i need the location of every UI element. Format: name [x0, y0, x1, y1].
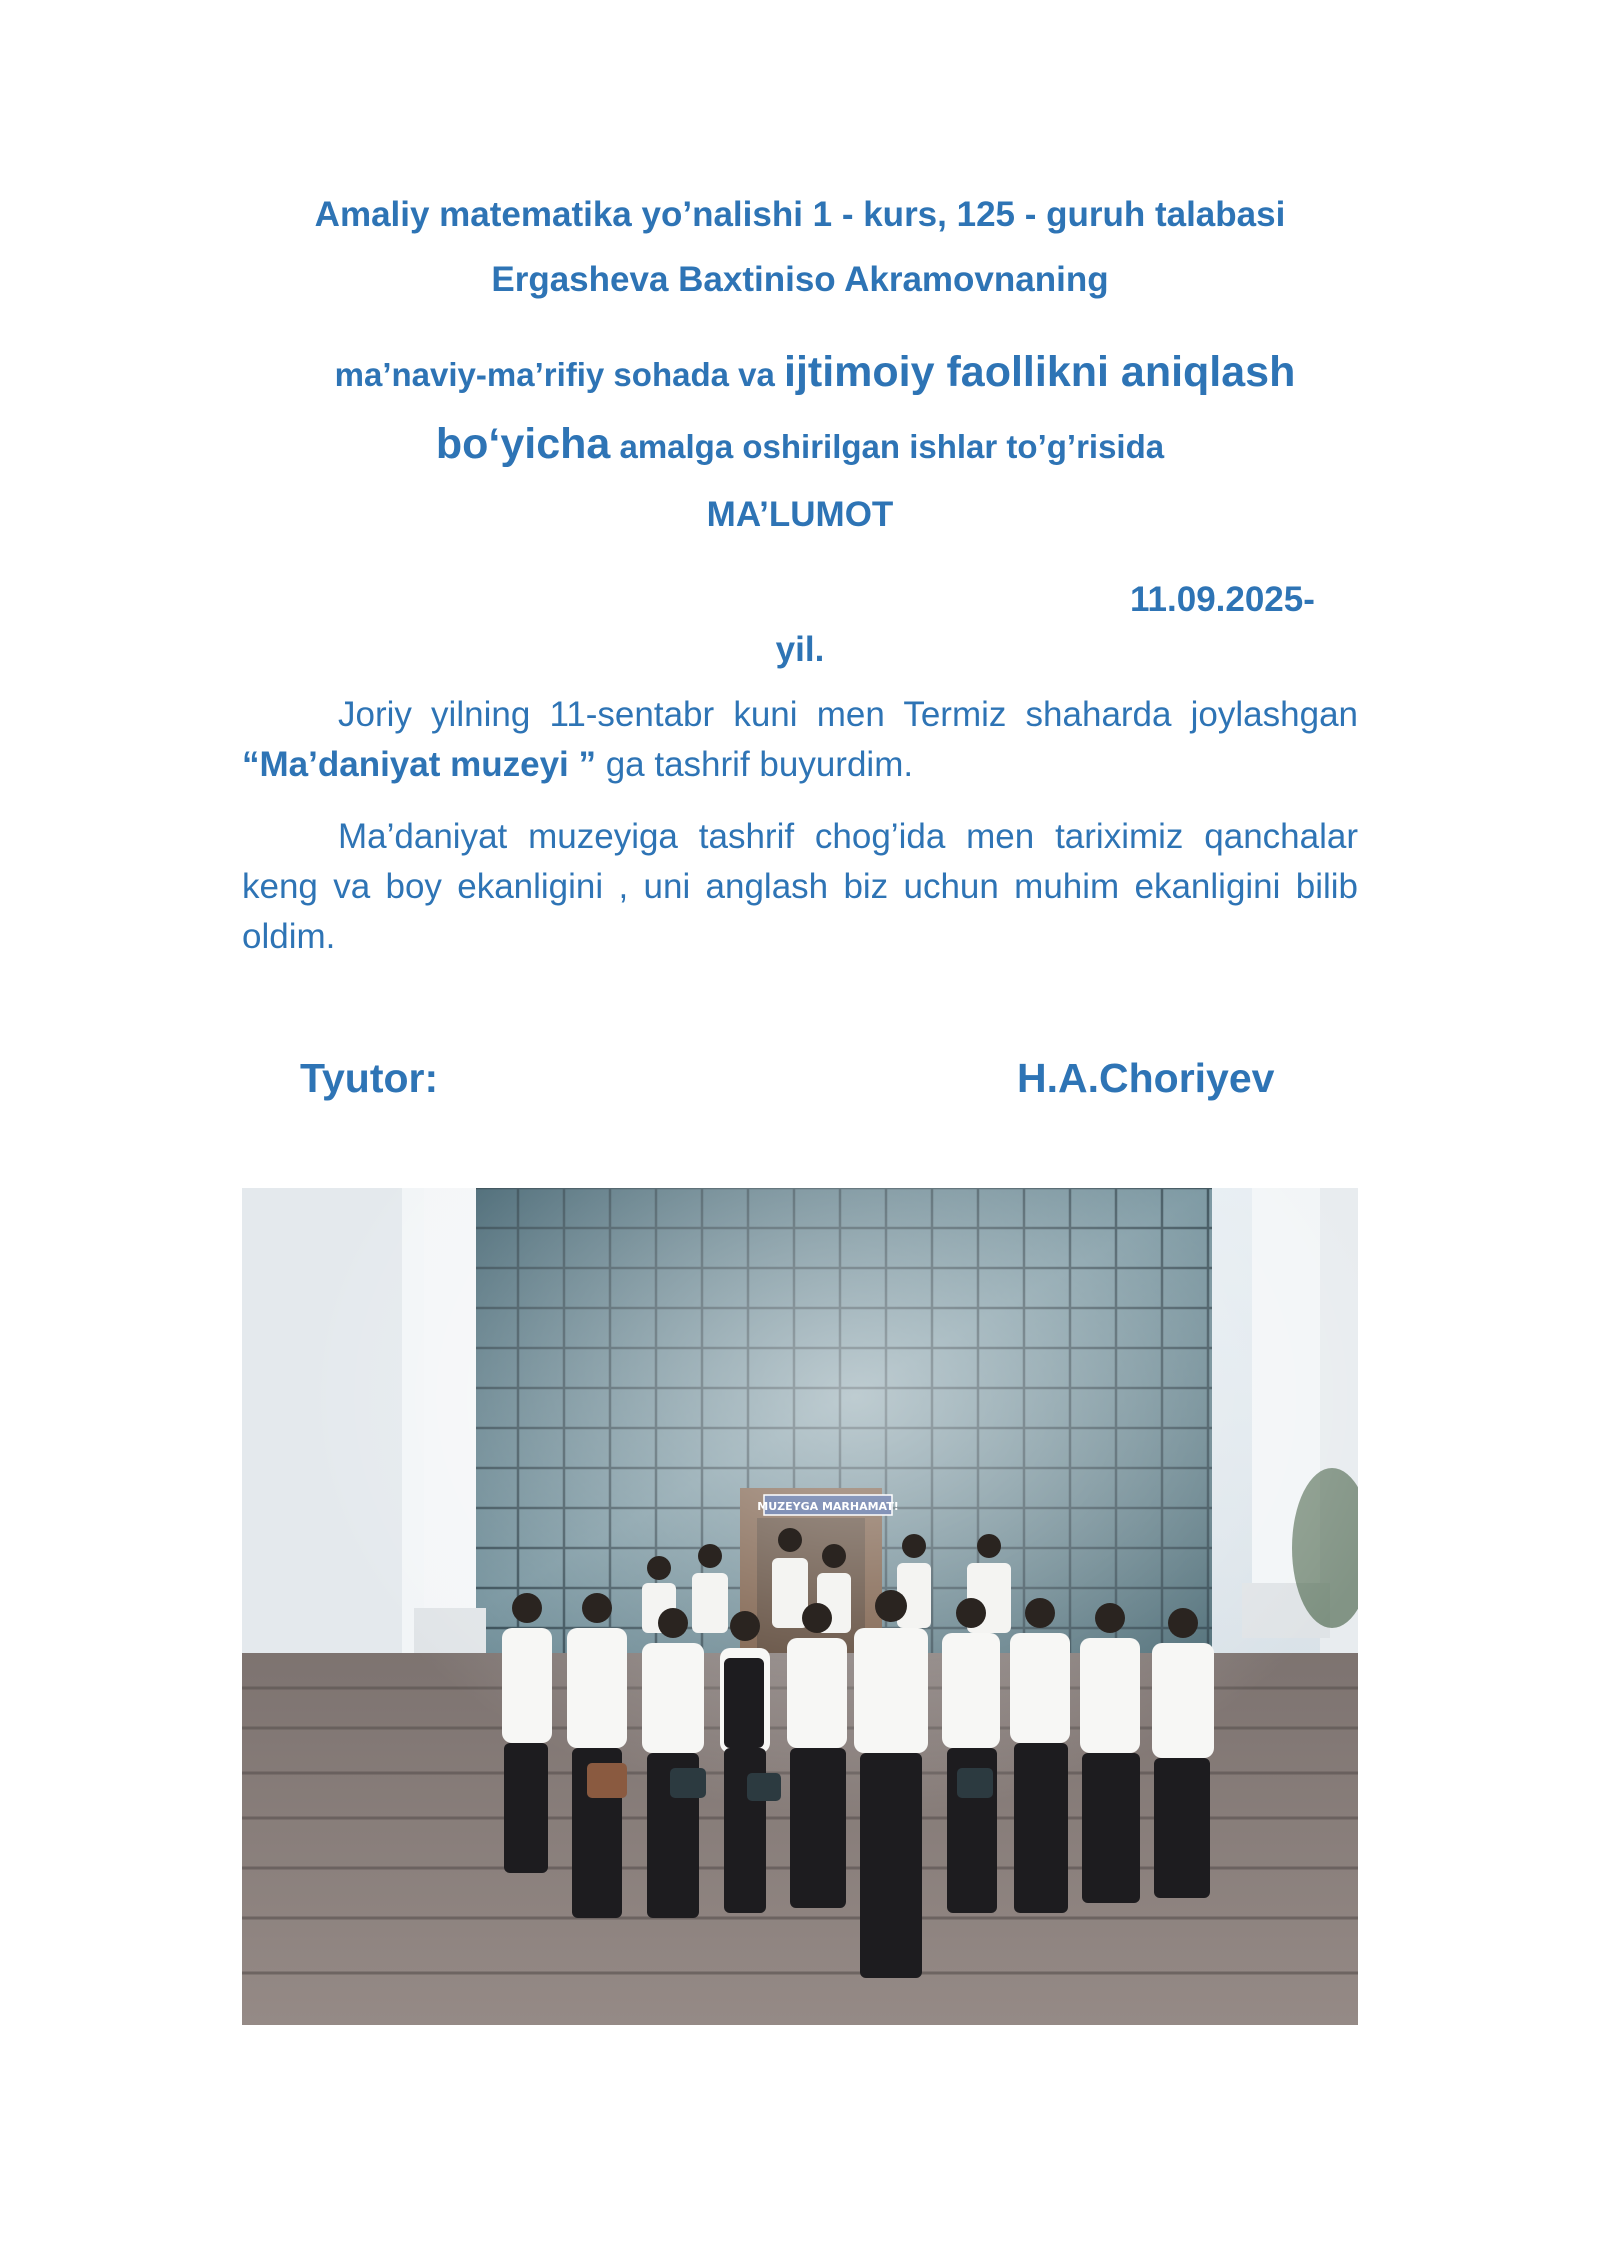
paragraph-1-text-a: Joriy yilning 11-sentabr kuni men Termiz shaharda joylashgan: [338, 695, 1358, 734]
heading-line-2: Ergasheva Baxtiniso Akramovnaning: [491, 260, 1109, 299]
museum-name: “Ma’daniyat muzeyi ”: [242, 745, 596, 784]
heading-line-1: Amaliy matematika yo’nalishi 1 - kurs, 125 - guruh talabasi: [314, 195, 1286, 234]
heading-line-4: [0, 420, 1600, 469]
heading-line-4-big: bo‘yicha: [435, 420, 611, 468]
paragraph-1-text-b: ga tashrif buyurdim.: [595, 745, 914, 784]
paragraph-2: [242, 812, 1358, 962]
paragraph-2-text: Ma’daniyat muzeyiga tashrif chog’ida men tariximiz qanchalar keng va boy ekanligini , uni anglash biz uchun muhim ekanligini bilib oldim.: [242, 817, 1358, 956]
tutor-name: H.A.Choriyev: [1017, 1055, 1275, 1101]
group-photo: [242, 1188, 1358, 2025]
heading-line-3-big: ijtimoiy faollikni aniqlash: [784, 348, 1296, 396]
document-date: 11.09.2025-: [1130, 580, 1315, 619]
paragraph-1: [242, 690, 1358, 790]
heading-line-3: [0, 348, 1600, 397]
document-title: MA’LUMOT: [706, 495, 894, 534]
tutor-label: Tyutor:: [300, 1055, 439, 1101]
heading-line-4-small: amalga oshirilgan ishlar to’g’risida: [610, 428, 1165, 465]
heading-line-3-small: ma’naviy-ma’rifiy sohada va: [334, 356, 785, 393]
document-date-suffix: yil.: [775, 630, 825, 669]
